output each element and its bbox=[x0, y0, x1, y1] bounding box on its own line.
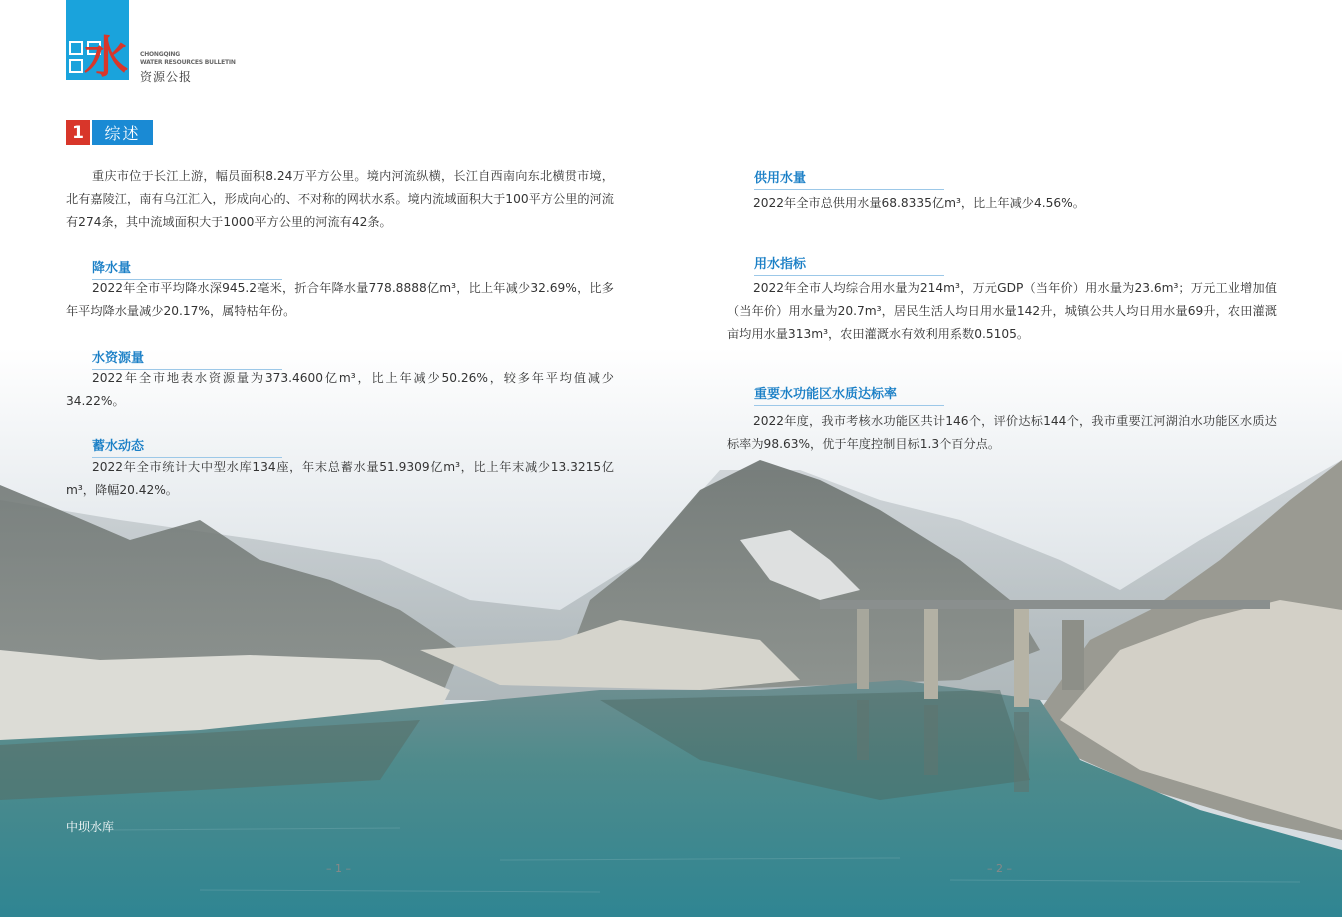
heading-precipitation: 降水量 bbox=[92, 257, 282, 280]
logo-water-character: 水 bbox=[84, 32, 128, 83]
section-name: 综述 bbox=[92, 120, 153, 145]
section-title bbox=[66, 120, 153, 145]
water-quality-paragraph: 2022年度，我市考核水功能区共计146个，评价达标144个，我市重要江河湖泊水功能区水质达标率为98.63%，优于年度控制目标1.3个百分点。 bbox=[727, 414, 1277, 451]
logo-english-text: CHONGQING WATER RESOURCES BULLETIN bbox=[140, 51, 236, 66]
logo-square-icon bbox=[69, 59, 83, 73]
heading-water-resources: 水资源量 bbox=[92, 347, 282, 370]
water-use-indicators-paragraph: 2022年全市人均综合用水量为214m³，万元GDP（当年价）用水量为23.6m³；万元工业增加值（当年价）用水量为20.7m³，居民生活人均日用水量142升，城镇公共人均日用水量69升，农田灌溉亩均用水量313m³，农田灌溉水有效利用系数0.5105。 bbox=[727, 281, 1277, 341]
heading-storage: 蓄水动态 bbox=[92, 435, 282, 458]
bulletin-logo bbox=[66, 0, 256, 100]
heading-water-use-indicators: 用水指标 bbox=[754, 253, 944, 276]
page-number-left: – 1 – bbox=[326, 862, 351, 875]
water-resources-paragraph: 2022年全市地表水资源量为373.4600亿m³，比上年减少50.26%，较多年平均值减少34.22%。 bbox=[66, 371, 614, 408]
intro-paragraph: 重庆市位于长江上游，幅员面积8.24万平方公里。境内河流纵横，长江自西南向东北横贯市境，北有嘉陵江，南有乌江汇入，形成向心的、不对称的网状水系。境内流域面积大于100平方公里的河流有274条，其中流域面积大于1000平方公里的河流有42条。 bbox=[66, 169, 614, 229]
water-supply-paragraph: 2022年全市总供用水量68.8335亿m³，比上年减少4.56%。 bbox=[753, 196, 1085, 210]
precipitation-paragraph: 2022年全市平均降水深945.2毫米，折合年降水量778.8888亿m³，比上年减少32.69%，比多年平均降水量减少20.17%，属特枯年份。 bbox=[66, 281, 614, 318]
heading-water-supply: 供用水量 bbox=[754, 167, 944, 190]
photo-caption: 中坝水库 bbox=[66, 820, 115, 834]
heading-water-quality: 重要水功能区水质达标率 bbox=[754, 383, 944, 406]
page-number-right: – 2 – bbox=[987, 862, 1012, 875]
section-number: 1 bbox=[66, 120, 90, 145]
logo-chinese-text: 资源公报 bbox=[140, 70, 193, 84]
storage-paragraph: 2022年全市统计大中型水库134座，年末总蓄水量51.9309亿m³，比上年末减少13.3215亿m³，降幅20.42%。 bbox=[66, 460, 614, 497]
logo-square-icon bbox=[69, 41, 83, 55]
